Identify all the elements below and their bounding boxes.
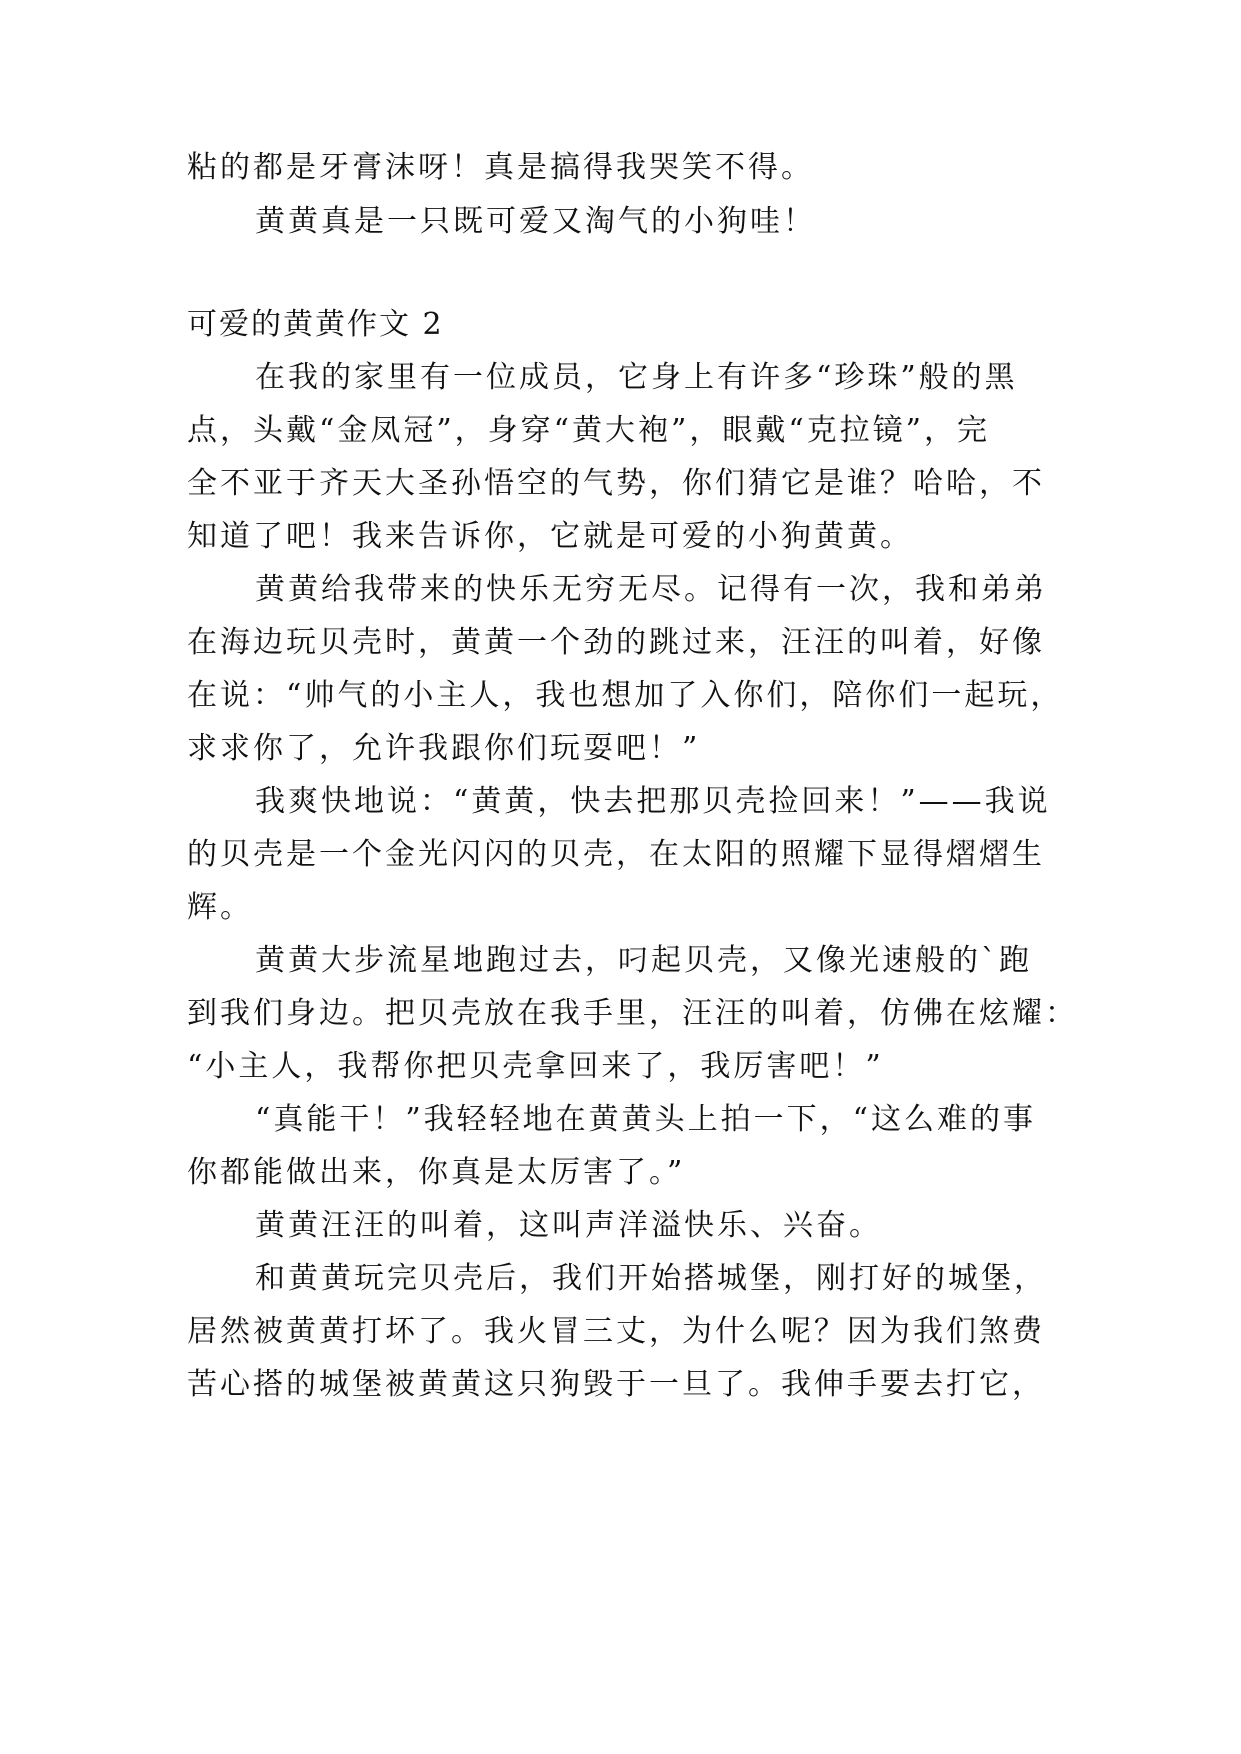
text-line: 粘的都是牙膏沫呀！真是搞得我哭笑不得。 xyxy=(187,150,814,185)
text-line: 全不亚于齐天大圣孙悟空的气势，你们猜它是谁？哈哈，不 xyxy=(187,466,1045,501)
text-line: 苦心搭的城堡被黄黄这只狗毁于一旦了。我伸手要去打它， xyxy=(187,1367,1045,1402)
text-line: 黄黄大步流星地跑过去，叼起贝壳，又像光速般的`跑 xyxy=(255,943,1032,978)
text-line: 知道了吧！我来告诉你，它就是可爱的小狗黄黄。 xyxy=(187,519,913,554)
text-line: 到我们身边。把贝壳放在我手里，汪汪的叫着，仿佛在炫耀： xyxy=(187,996,1078,1031)
text-line: 辉。 xyxy=(187,890,253,925)
text-line: 黄黄给我带来的快乐无穷无尽。记得有一次，我和弟弟 xyxy=(255,572,1047,607)
text-line: 黄黄真是一只既可爱又淘气的小狗哇！ xyxy=(255,204,816,239)
text-line: 求求你了，允许我跟你们玩耍吧！” xyxy=(187,731,701,766)
text-line: 我爽快地说：“黄黄，快去把那贝壳捡回来！”——我说 xyxy=(255,784,1051,819)
text-line: “小主人，我帮你把贝壳拿回来了，我厉害吧！” xyxy=(187,1049,884,1084)
text-line: 你都能做出来，你真是太厉害了。” xyxy=(187,1155,686,1190)
text-line: “真能干！”我轻轻地在黄黄头上拍一下，“这么难的事 xyxy=(255,1102,1037,1137)
text-line: 黄黄汪汪的叫着，这叫声洋溢快乐、兴奋。 xyxy=(255,1208,882,1243)
section-heading: 可爱的黄黄作文 2 xyxy=(187,307,444,342)
text-line: 点，头戴“金凤冠”，身穿“黄大袍”，眼戴“克拉镜”，完 xyxy=(187,413,991,448)
text-line: 在海边玩贝壳时，黄黄一个劲的跳过来，汪汪的叫着，好像 xyxy=(187,625,1045,660)
text-line: 在说：“帅气的小主人，我也想加了入你们，陪你们一起玩， xyxy=(187,678,1064,713)
text-line: 和黄黄玩完贝壳后，我们开始搭城堡，刚打好的城堡， xyxy=(255,1261,1047,1296)
text-line: 居然被黄黄打坏了。我火冒三丈，为什么呢？因为我们煞费 xyxy=(187,1314,1045,1349)
text-line: 在我的家里有一位成员，它身上有许多“珍珠”般的黑 xyxy=(255,360,1018,395)
text-line: 的贝壳是一个金光闪闪的贝壳，在太阳的照耀下显得熠熠生 xyxy=(187,837,1045,872)
